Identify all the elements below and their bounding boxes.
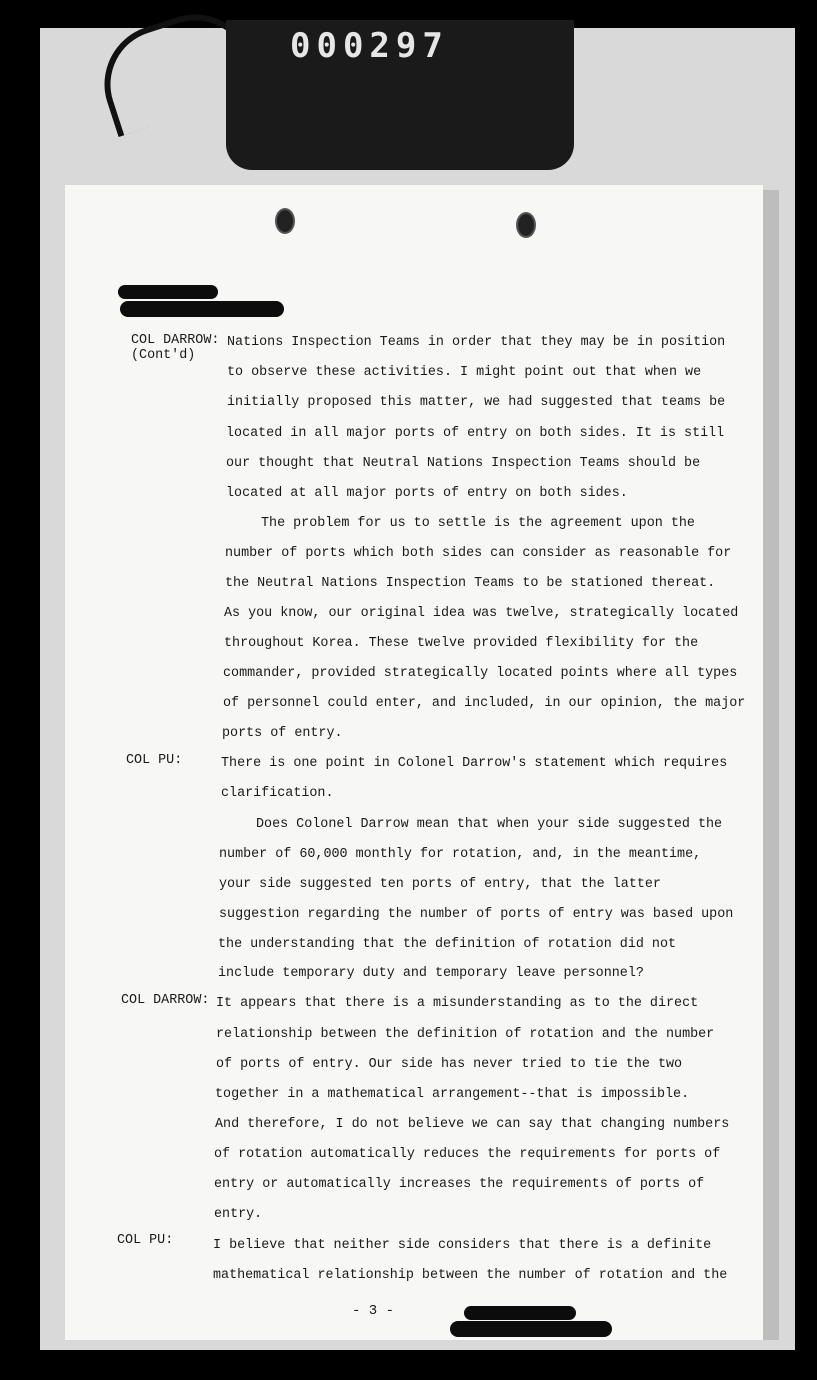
text-line: throughout Korea. These twelve provided flexibility for the xyxy=(224,636,699,651)
text-line: of rotation automatically reduces the requirements for ports of xyxy=(214,1147,721,1162)
text-line: to observe these activities. I might point out that when we xyxy=(227,365,702,380)
text-line: mathematical relationship between the number of rotation and the xyxy=(213,1268,728,1283)
text-line: located at all major ports of entry on both sides. xyxy=(226,486,628,501)
text-line: located in all major ports of entry on both sides. It is still xyxy=(226,426,725,441)
text-line: number of ports which both sides can consider as reasonable for xyxy=(225,546,732,561)
text-line: Nations Inspection Teams in order that they may be in position xyxy=(227,335,726,350)
text-line: As you know, our original idea was twelve, strategically located xyxy=(224,606,739,621)
text-line: ports of entry. xyxy=(222,726,343,741)
text-line: initially proposed this matter, we had suggested that teams be xyxy=(227,395,726,410)
speaker-col-darrow: COL DARROW: xyxy=(121,993,210,1008)
text-line: include temporary duty and temporary leave personnel? xyxy=(218,966,644,981)
text-line: our thought that Neutral Nations Inspection Teams should be xyxy=(226,456,701,471)
text-line: of ports of entry. Our side has never tried to tie the two xyxy=(216,1057,683,1072)
text-line: I believe that neither side considers that there is a definite xyxy=(213,1238,712,1253)
text-line: entry. xyxy=(214,1207,263,1222)
speaker-col-darrow: COL DARROW: (Cont'd) xyxy=(131,333,220,363)
text-line: Does Colonel Darrow mean that when your side suggested the xyxy=(256,817,723,832)
stamp-number: 000297 xyxy=(290,26,449,66)
text-line: entry or automatically increases the requirements of ports of xyxy=(214,1177,705,1192)
text-line: It appears that there is a misunderstanding as to the direct xyxy=(216,996,699,1011)
text-line: And therefore, I do not believe we can say that changing numbers xyxy=(215,1117,730,1132)
speaker-col-pu: COL PU: xyxy=(126,753,183,768)
text-line: clarification. xyxy=(221,786,334,801)
text-line: of personnel could enter, and included, in our opinion, the major xyxy=(223,696,746,711)
text-line: commander, provided strategically located points where all types xyxy=(223,666,738,681)
text-line: The problem for us to settle is the agreement upon the xyxy=(261,516,695,531)
text-line: suggestion regarding the number of ports of entry was based upon xyxy=(219,907,734,922)
speaker-col-pu: COL PU: xyxy=(117,1233,174,1248)
text-line: relationship between the definition of rotation and the number xyxy=(216,1027,715,1042)
text-line: your side suggested ten ports of entry, that the latter xyxy=(219,877,661,892)
text-line: together in a mathematical arrangement--that is impossible. xyxy=(215,1087,690,1102)
text-line: There is one point in Colonel Darrow's statement which requires xyxy=(221,756,728,771)
text-line: the Neutral Nations Inspection Teams to be stationed thereat. xyxy=(225,576,716,591)
text-line: the understanding that the definition of rotation did not xyxy=(218,937,677,952)
text-line: number of 60,000 monthly for rotation, and, in the meantime, xyxy=(219,847,702,862)
page-number: - 3 - xyxy=(352,1303,395,1319)
